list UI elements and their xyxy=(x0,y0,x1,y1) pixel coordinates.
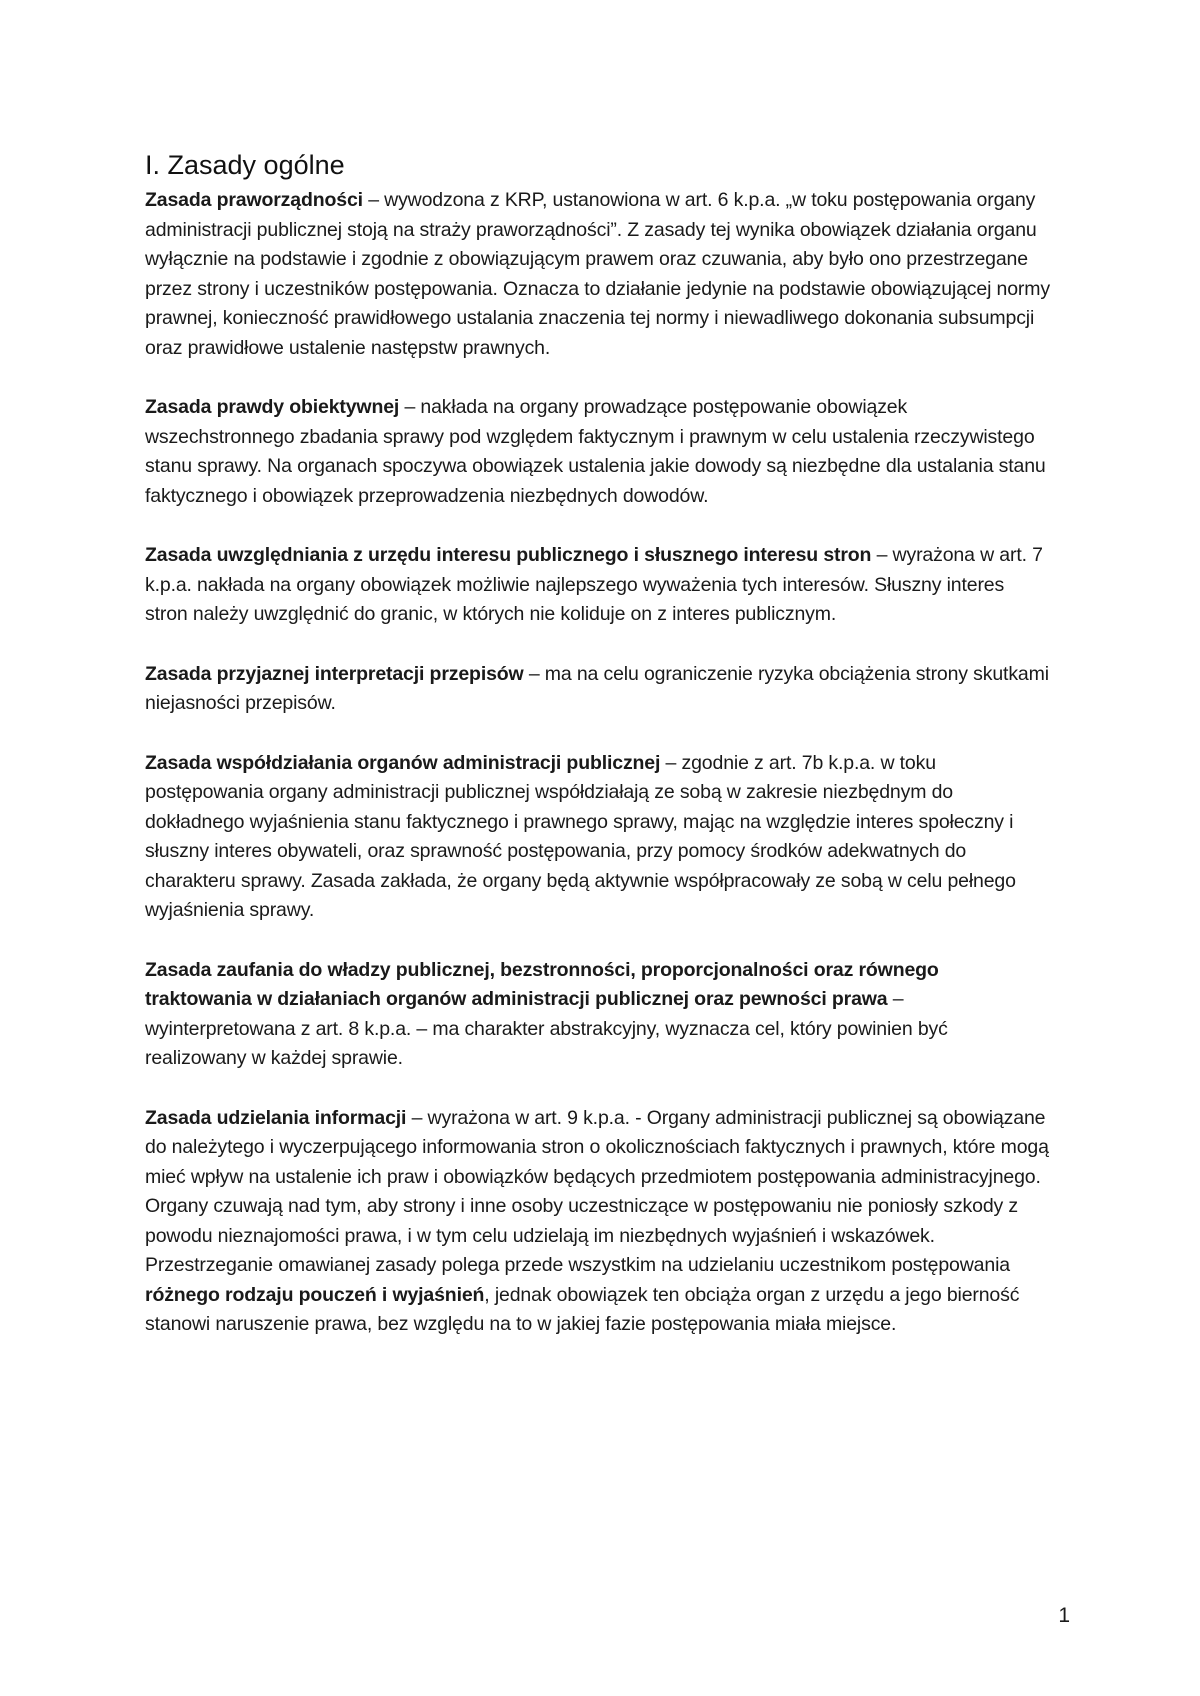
paragraph-prawda-obiektywna xyxy=(145,393,1050,511)
principle-description: – nakłada na organy prowadzące postępowanie obowiązek wszechstronnego zbadania sprawy pod względem faktycznym i prawnym w celu ustalenia rzeczywistego stanu sprawy. Na organach spoczywa obowiązek ustalenia jakie dowody są niezbędne dla ustalania stanu faktycznego i obowiązek przeprowadzenia niezbędnych dowodów. xyxy=(145,396,1046,507)
principle-description: – wywodzona z KRP, ustanowiona w art. 6 k.p.a. „w toku postępowania organy administracji publicznej stoją na straży praworządności”. Z zasady tej wynika obowiązek działania organu wyłącznie na podstawie i zgodnie z obowiązującym prawem oraz czuwania, aby było ono przestrzegane przez strony i uczestników postępowania. Oznacza to działanie jedynie na podstawie obowiązującej normy prawnej, konieczność prawidłowego ustalania znaczenia tej normy i niewadliwego dokonania subsumpcji oraz prawidłowe ustalenie następstw prawnych. xyxy=(145,189,1050,359)
paragraph-zaufanie xyxy=(145,956,1050,1074)
principle-description-end: , jednak obowiązek ten obciąża organ z urzędu a jego bierność stanowi naruszenie prawa, bez względu na to w jakiej fazie postępowania miała miejsce. xyxy=(145,1283,1020,1335)
principle-description: – wyrażona w art. 7 k.p.a. nakłada na organy obowiązek możliwie najlepszego wyważenia tych interesów. Słuszny interes stron należy uwzględnić do granic, w których nie koliduje on z interes publicznym. xyxy=(145,544,1043,625)
paragraph-praworzadnosc xyxy=(145,186,1050,363)
principle-name: Zasada praworządności xyxy=(145,189,363,211)
page-title: I. Zasady ogólne xyxy=(145,150,345,180)
paragraph-interes-publiczny xyxy=(145,541,1050,630)
principle-name: Zasada przyjaznej interpretacji przepisów xyxy=(145,662,524,685)
paragraph-udzielanie-informacji xyxy=(145,1104,1050,1340)
paragraph-wspoldzialanie xyxy=(145,749,1050,926)
principle-description: – ma na celu ograniczenie ryzyka obciążenia strony skutkami niejasności przepisów. xyxy=(145,662,1049,714)
principle-name: Zasada udzielania informacji xyxy=(145,1106,407,1129)
principle-description: – zgodnie z art. 7b k.p.a. w toku postępowania organy administracji publicznej współdziałają ze sobą w zakresie niezbędnym do dokładnego wyjaśnienia stanu faktycznego i prawnego sprawy, mając na względzie interes społeczny i słuszny interes obywateli, oraz sprawność postępowania, przy pomocy środków adekwatnych do charakteru sprawy. Zasada zakłada, że organy będą aktywnie współpracowały ze sobą w celu pełnego wyjaśnienia sprawy. xyxy=(145,751,1016,921)
principle-name: Zasada uwzględniania z urzędu interesu publicznego i słusznego interesu stron xyxy=(145,544,872,566)
principle-name: Zasada współdziałania organów administracji publicznej xyxy=(145,751,661,774)
principle-name: Zasada prawdy obiektywnej xyxy=(145,396,400,418)
principle-description: – wyrażona w art. 9 k.p.a. - Organy administracji publicznej są obowiązane do należytego i wyczerpującego informowania stron o okolicznościach faktycznych i prawnych, które mogą mieć wpływ na ustalenie ich praw i obowiązków będących przedmiotem postępowania administracyjnego. Organy czuwają nad tym, aby strony i inne osoby uczestniczące w postępowaniu nie poniosły szkody z powodu nieznajomości prawa, i w tym celu udzielają im niezbędnych wyjaśnień i wskazówek. Przestrzeganie omawianej zasady polega przede wszystkim na udzielaniu uczestnikom postępowania xyxy=(145,1106,1049,1276)
principle-name: Zasada zaufania do władzy publicznej, bezstronności, proporcjonalności oraz równego traktowania w działaniach organów administracji publicznej oraz pewności prawa xyxy=(145,958,939,1010)
emphasis-text: różnego rodzaju pouczeń i wyjaśnień xyxy=(145,1283,485,1306)
principle-description: – wyinterpretowana z art. 8 k.p.a. – ma charakter abstrakcyjny, wyznacza cel, który powinien być realizowany w każdej sprawie. xyxy=(145,988,948,1069)
page-number: 1 xyxy=(1058,1604,1070,1627)
paragraph-przyjazna-interpretacja xyxy=(145,660,1050,719)
